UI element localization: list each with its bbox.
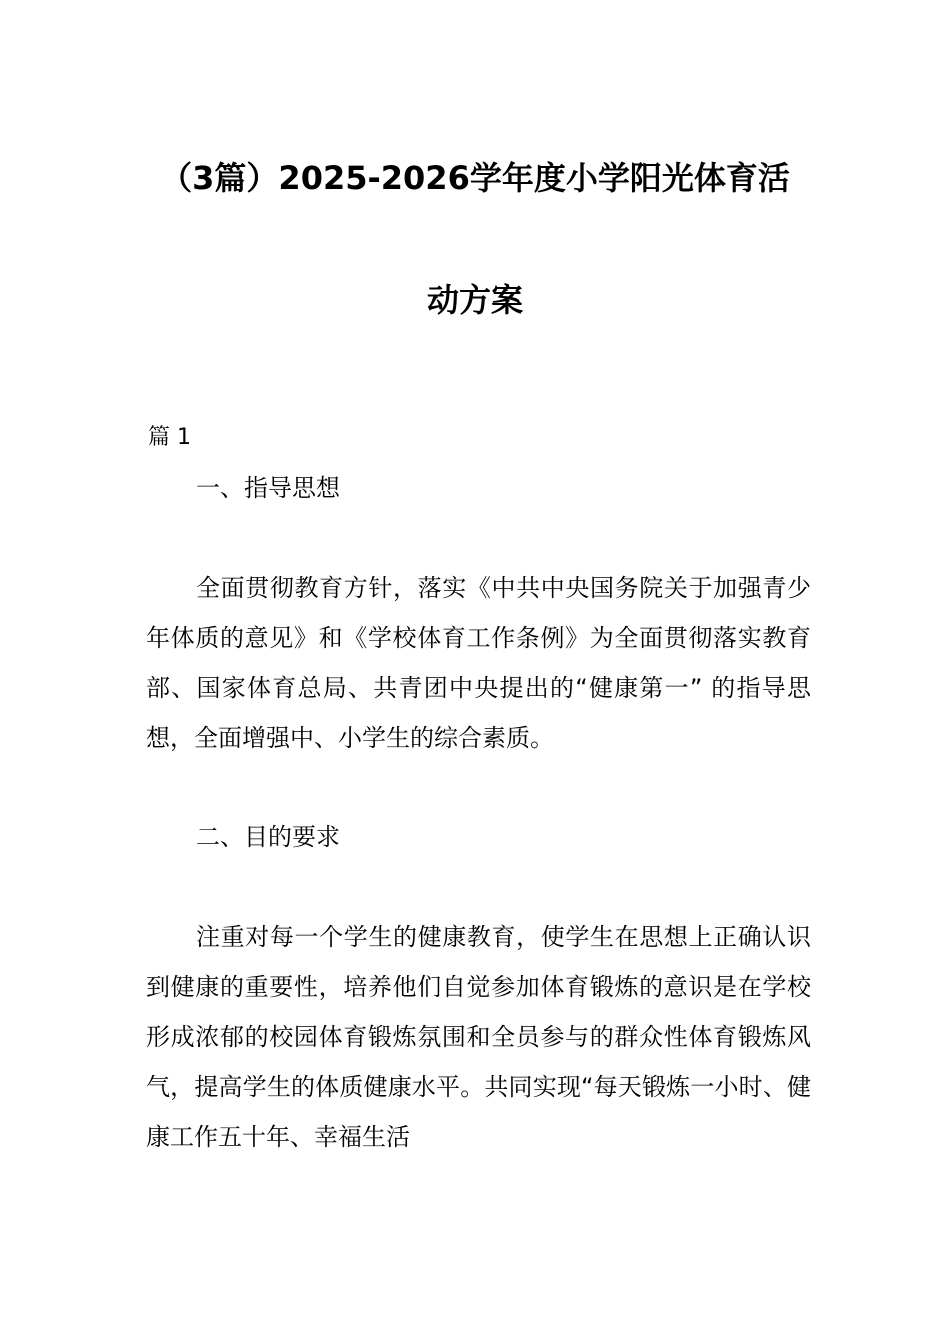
document-title-line-2: 动方案 <box>426 281 523 319</box>
heading-objectives: 二、目的要求 <box>196 823 340 851</box>
paragraph-guiding-ideology <box>146 563 811 763</box>
document-title-line-1: （3篇）2025-2026学年度小学阳光体育活 <box>160 159 790 197</box>
paragraph-text: 注重对每一个学生的健康教育，使学生在思想上正确认识到健康的重要性，培养他们自觉参加体育锻炼的意识是在学校形成浓郁的校园体育锻炼氛围和全员参与的群众性体育锻炼风气，提高学生的体质健康水平。共同实现“每天锻炼一小时、健康工作五十年、幸福生活 <box>146 923 811 1151</box>
paragraph-objectives <box>146 912 811 1162</box>
paragraph-text: 全面贯彻教育方针，落实《中共中央国务院关于加强青少年体质的意见》和《学校体育工作条例》为全面贯彻落实教育部、国家体育总局、共青团中央提出的“健康第一” 的指导思想，全面增强中、小学生的综合素质。 <box>146 574 811 752</box>
heading-guiding-ideology: 一、指导思想 <box>196 474 340 502</box>
section-label: 篇 1 <box>148 425 191 450</box>
